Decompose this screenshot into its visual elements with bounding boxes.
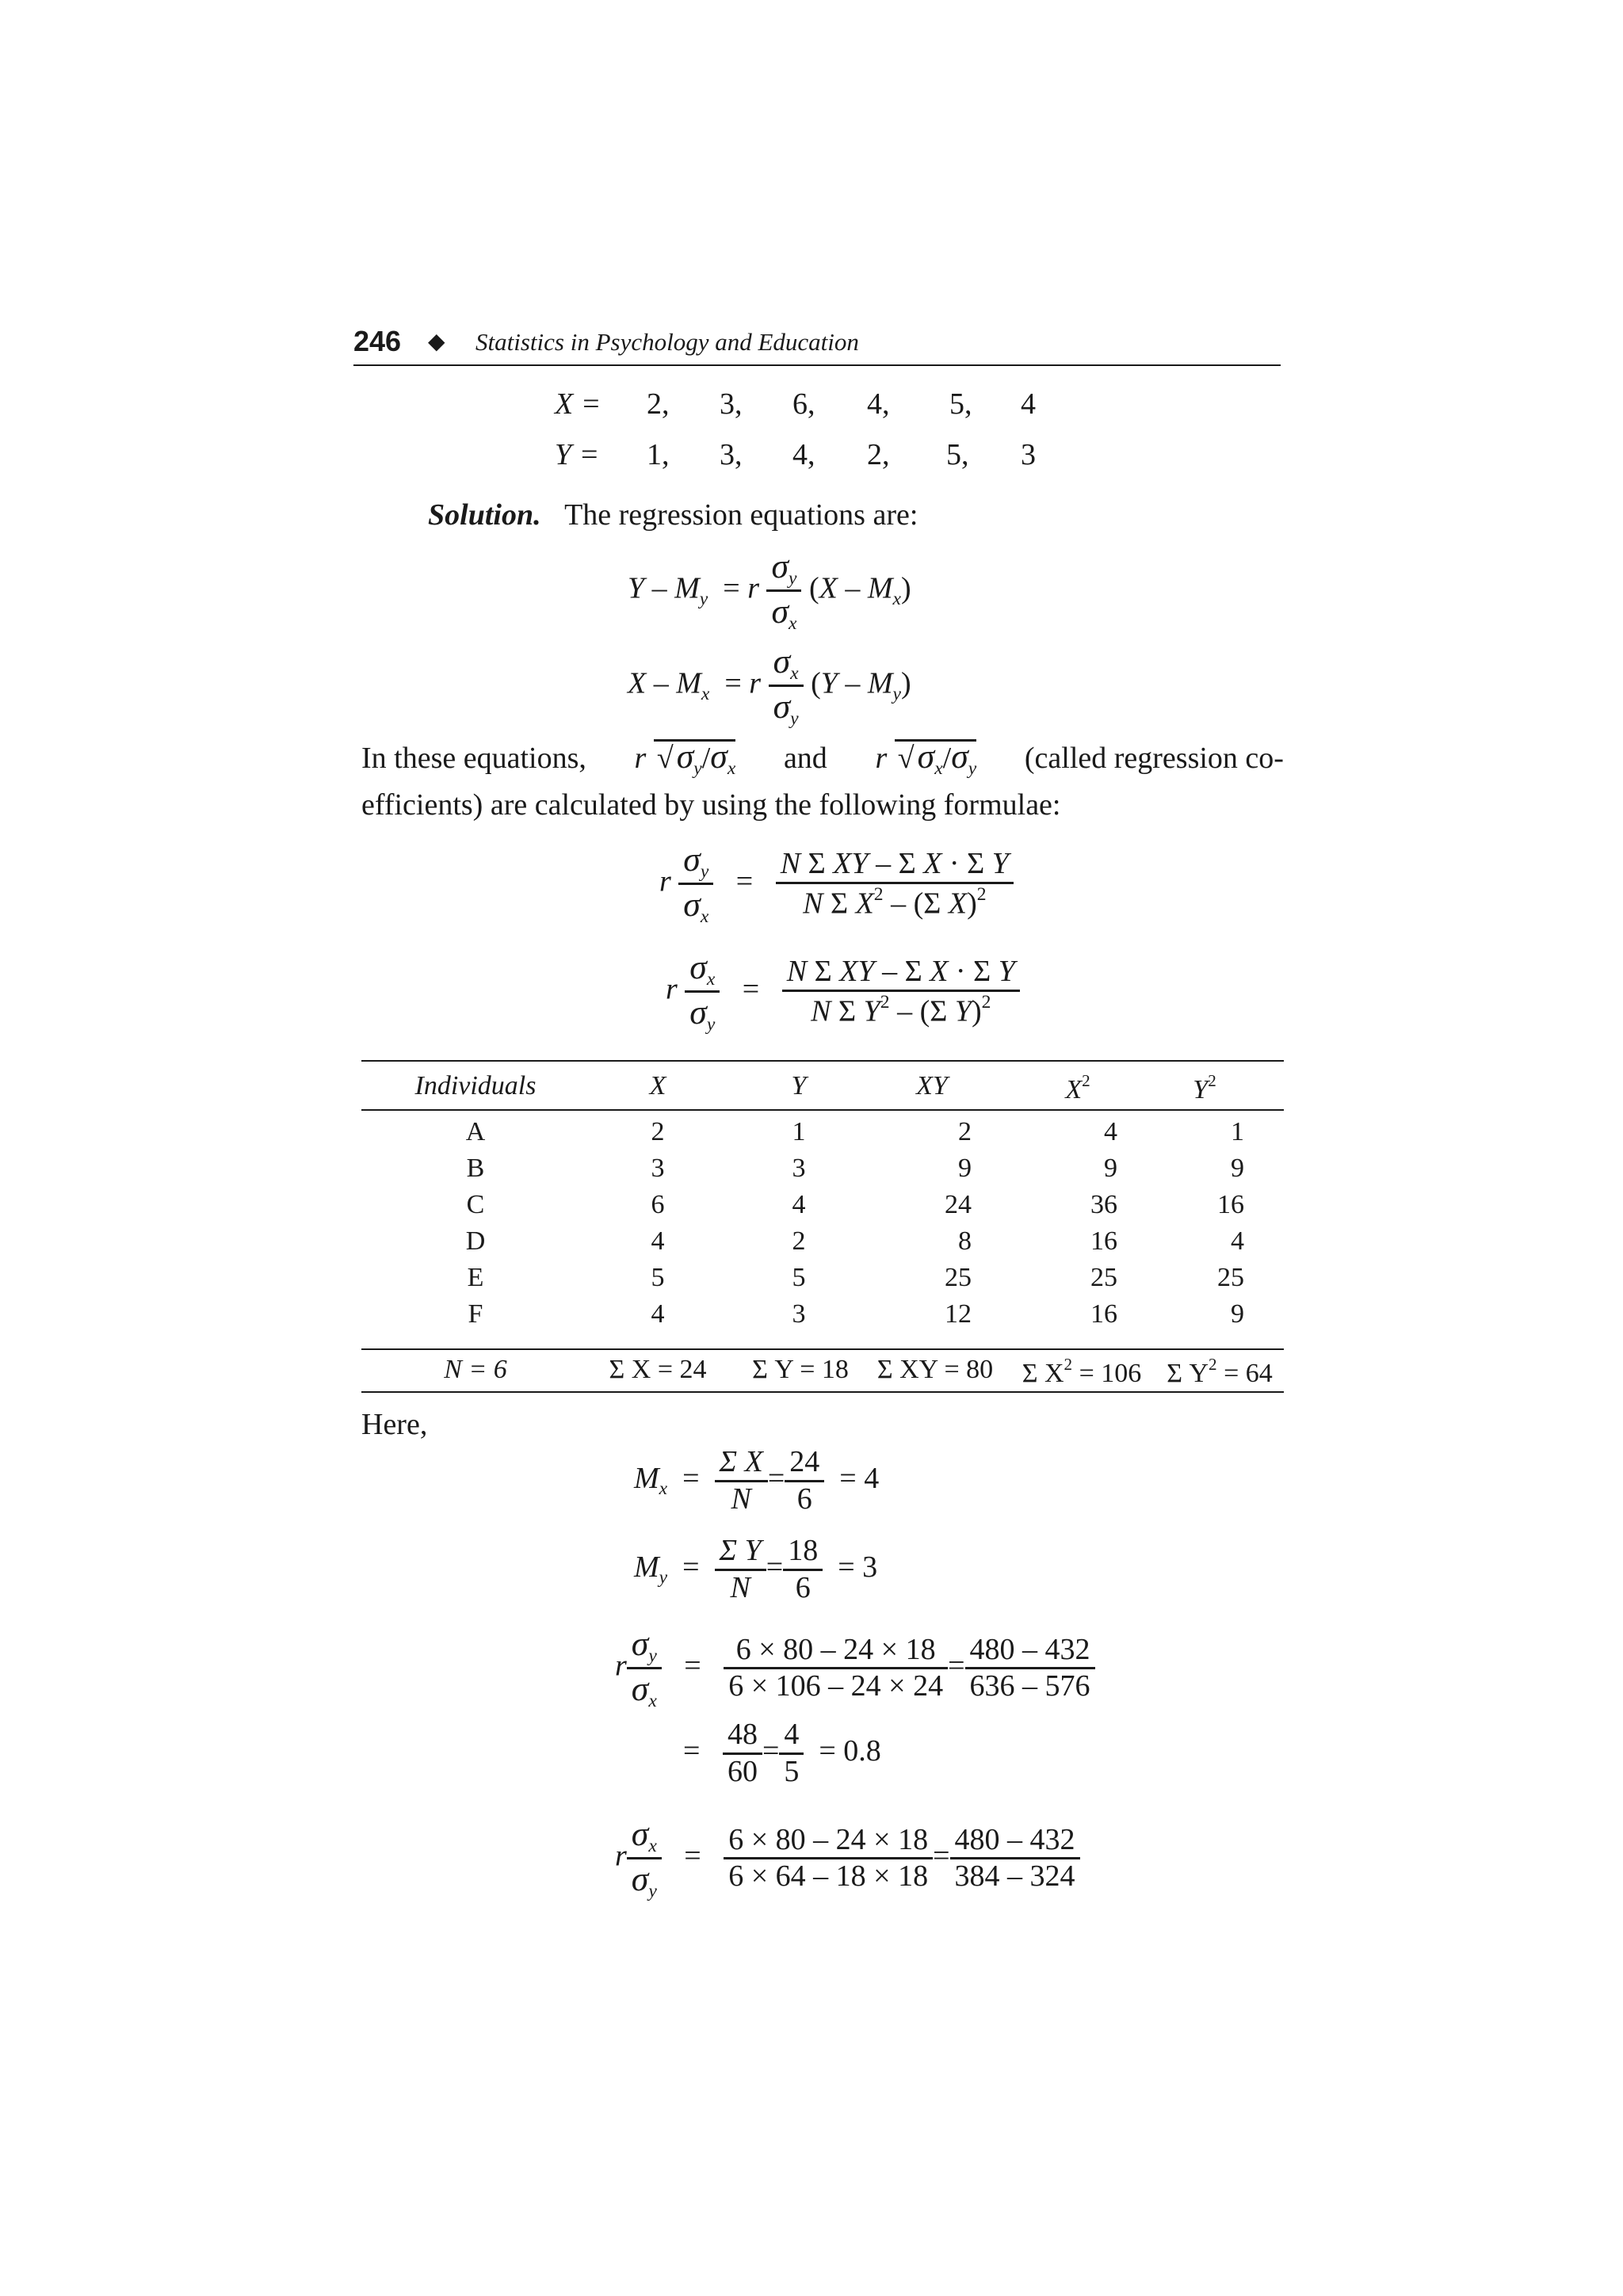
table-cell: 8 — [958, 1226, 972, 1256]
here-label: Here, — [361, 1408, 428, 1441]
x-value: 2, — [647, 387, 670, 421]
table-cell: E — [467, 1263, 484, 1292]
bxy-calc: r $\frac{\sigma_x}{\sigma_y}$ = $\frac{6 \times 80 - 24 \times 18}{6 \times 64 - 18 \times 18}$ = $\frac{480 - 432}{384 - 324}$ — [615, 1814, 1080, 1903]
table-cell: 4 — [651, 1299, 665, 1329]
y-label: Y = — [555, 438, 600, 471]
diamond-icon: ◆ — [428, 330, 445, 354]
y-value: 3, — [720, 438, 743, 471]
table-cell: 3 — [792, 1299, 806, 1329]
table-header-rule — [361, 1109, 1284, 1111]
table-cell: 5 — [651, 1263, 665, 1292]
table-cell: 25 — [1217, 1263, 1244, 1292]
table-header: X — [649, 1071, 666, 1100]
running-title: Statistics in Psychology and Education — [475, 328, 859, 356]
total-sum-xy: Σ XY = 80 — [876, 1355, 994, 1384]
table-cell: 3 — [651, 1154, 665, 1183]
paragraph-text: In these equations, — [361, 742, 586, 776]
table-cell: 4 — [1231, 1226, 1244, 1256]
paragraph-text: (called regression co- — [1024, 742, 1284, 776]
table-cell: 2 — [792, 1226, 806, 1256]
table-cell: 16 — [1090, 1226, 1117, 1256]
total-sum-y: Σ Y = 18 — [752, 1355, 849, 1384]
table-top-rule — [361, 1060, 1284, 1062]
mean-y-calc: $M_y$ = $\frac{\text{Σ Y}}{N}$ = $\frac{18}{6}$ = 3 — [634, 1534, 878, 1604]
y-value: 4, — [792, 438, 815, 471]
x-value: 4, — [867, 387, 890, 421]
coefficient-expression-1: r $√\sigma_y/\sigma_x$ — [634, 738, 736, 780]
table-cell: 5 — [792, 1263, 806, 1292]
regression-equation-y: $Y - M_y = r$ $\frac{\sigma_y}{\sigma_x}$ $(X - M_x)$ — [628, 547, 911, 635]
table-cell: 2 — [651, 1117, 665, 1146]
page-number: 246 — [353, 325, 402, 357]
y-value: 1, — [647, 438, 670, 471]
table-cell: 12 — [945, 1299, 972, 1329]
x-value: 6, — [792, 387, 815, 421]
table-cell: 9 — [1104, 1154, 1117, 1183]
y-data-row — [0, 437, 1623, 477]
header-rule — [353, 364, 1281, 366]
formula-byx: r $\frac{\sigma_y}{\sigma_x}$ = $\frac{\text{N Σ XY – Σ X · Σ Y}}{N \Sigma X^2 - (\Sigma X)^2}$ — [659, 840, 1014, 929]
table-cell: 24 — [945, 1190, 972, 1219]
x-value: 4 — [1021, 387, 1036, 421]
table-cell: A — [465, 1117, 486, 1146]
table-header: Individuals — [414, 1071, 537, 1100]
byx-calc: r $\frac{\sigma_y}{\sigma_x}$ = $\frac{6 \times 80 - 24 \times 18}{6 \times 106 - 24 \times 24}$ = $\frac{480 - 432}{636 - 576}$ — [615, 1624, 1095, 1713]
table-cell: 16 — [1217, 1190, 1244, 1219]
table-header: XY — [916, 1071, 948, 1100]
table-cell: 4 — [792, 1190, 806, 1219]
table-cell: D — [465, 1226, 486, 1256]
total-sum-x: Σ X = 24 — [609, 1355, 707, 1384]
y-value: 3 — [1021, 438, 1036, 471]
mean-x-calc: $M_x$ = $\frac{\text{Σ X}}{N}$ = $\frac{24}{6}$ = 4 — [634, 1445, 880, 1516]
table-cell: 25 — [945, 1263, 972, 1292]
paragraph-line-1 — [361, 737, 1284, 780]
table-cell: 4 — [651, 1226, 665, 1256]
solution-line — [428, 498, 918, 532]
byx-result: = $\frac{48}{60}$ = $\frac{4}{5}$ = 0.8 — [683, 1718, 881, 1788]
table-header: Y — [791, 1071, 807, 1100]
table-totals-rule — [361, 1348, 1284, 1350]
table-cell: 9 — [1231, 1299, 1244, 1329]
table-bottom-rule — [361, 1391, 1284, 1393]
x-value: 5, — [949, 387, 972, 421]
y-value: 2, — [867, 438, 890, 471]
table-cell: 9 — [958, 1154, 972, 1183]
table-header: $X^2$ — [1065, 1071, 1090, 1104]
paragraph-line-2: efficients) are calculated by using the following formulae: — [361, 788, 1061, 822]
regression-equation-x: $X - M_x = r$ $\frac{\sigma_x}{\sigma_y}$ $(Y - M_y)$ — [628, 643, 911, 730]
table-cell: 2 — [958, 1117, 972, 1146]
total-n: N = 6 — [444, 1355, 507, 1384]
x-value: 3, — [720, 387, 743, 421]
solution-intro: The regression equations are: — [564, 498, 918, 532]
table-cell: 16 — [1090, 1299, 1117, 1329]
table-cell: 4 — [1104, 1117, 1117, 1146]
y-value: 5, — [946, 438, 969, 471]
table-cell: B — [466, 1154, 485, 1183]
table-header: $Y^2$ — [1193, 1071, 1216, 1104]
x-data-row — [0, 387, 1623, 426]
formula-bxy: r $\frac{\sigma_x}{\sigma_y}$ = $\frac{\text{N Σ XY – Σ X · Σ Y}}{N \Sigma Y^2 - (\Sigma Y)^2}$ — [666, 948, 1020, 1036]
table-cell: 1 — [1231, 1117, 1244, 1146]
solution-label: Solution. — [428, 498, 541, 532]
total-sum-x2: Σ $X^2 = 106$ — [1022, 1355, 1142, 1388]
table-cell: C — [466, 1190, 485, 1219]
paragraph-and: and — [783, 742, 827, 776]
table-cell: 6 — [651, 1190, 665, 1219]
table-cell: 3 — [792, 1154, 806, 1183]
table-cell: F — [468, 1299, 483, 1329]
table-cell: 36 — [1090, 1190, 1117, 1219]
coefficient-expression-2: r $√\sigma_x/\sigma_y$ — [875, 738, 977, 780]
table-cell: 9 — [1231, 1154, 1244, 1183]
x-label: X = — [555, 387, 601, 421]
table-cell: 25 — [1090, 1263, 1117, 1292]
table-cell: 1 — [792, 1117, 806, 1146]
total-sum-y2: Σ $Y^2 = 64$ — [1167, 1355, 1273, 1388]
